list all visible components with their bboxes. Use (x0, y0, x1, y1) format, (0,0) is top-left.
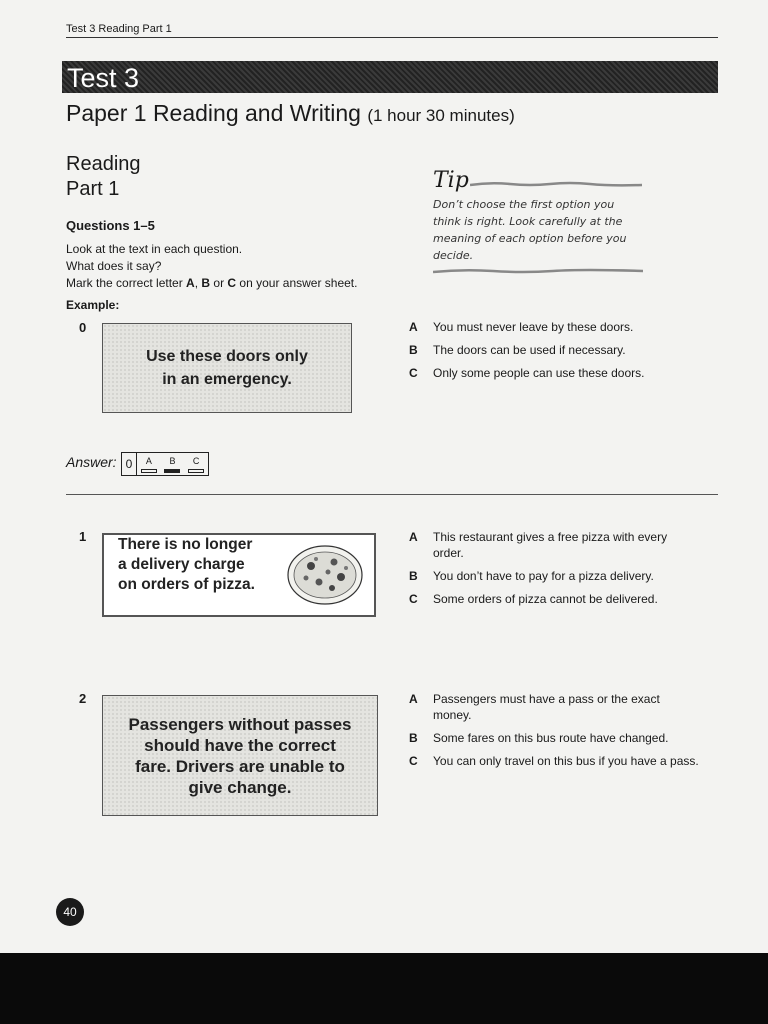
bus-sign (102, 695, 378, 816)
scan-bottom-edge (0, 953, 768, 1024)
answer-bubble (188, 469, 204, 473)
questions-heading: Questions 1–5 (66, 218, 155, 233)
instruction-letter-c: C (227, 276, 237, 290)
section-part: Part 1 (66, 178, 120, 200)
option-a (409, 529, 699, 561)
example-sign (102, 323, 352, 413)
option-text: You must never leave by these doors. (433, 320, 634, 334)
option-c (409, 591, 699, 607)
instruction-line-1: Look at the text in each question. (66, 242, 243, 256)
answer-choices (137, 453, 208, 475)
option-text: You don’t have to pay for a pizza delivery. (433, 569, 654, 583)
option-letter: B (409, 731, 418, 745)
tip-squiggle-top (470, 181, 642, 187)
option-b (409, 342, 699, 358)
choice-letter: A (145, 456, 152, 466)
option-c (409, 365, 699, 381)
option-a (409, 319, 699, 335)
sign-line: Use these doors only (146, 348, 308, 365)
option-c (409, 753, 699, 769)
instruction-letter-a: A (186, 276, 195, 290)
answer-number: 0 (122, 453, 137, 475)
header-rule (66, 37, 718, 38)
paper-title (66, 100, 515, 127)
instruction-letter-b: B (201, 276, 211, 290)
sign-line: give change. (188, 777, 292, 797)
paper-duration: (1 hour 30 minutes) (367, 106, 515, 125)
option-b (409, 568, 699, 584)
answer-choice-a (141, 456, 157, 475)
option-text: Some fares on this bus route have changed. (433, 731, 669, 745)
running-head: Test 3 Reading Part 1 (66, 23, 172, 35)
paper-name: Paper 1 Reading and Writing (66, 100, 361, 126)
sign-line: should have the correct (144, 735, 336, 755)
option-letter: B (409, 343, 418, 357)
option-letter: A (409, 692, 418, 706)
option-letter: B (409, 569, 418, 583)
answer-grid (121, 452, 209, 476)
option-text: The doors can be used if necessary. (433, 343, 626, 357)
option-text: This restaurant gives a free pizza with every order. (433, 530, 668, 560)
instructions (66, 241, 357, 292)
option-letter: C (409, 754, 418, 768)
instruction-comma: , (194, 276, 202, 290)
option-text: You can only travel on this bus if you have a pass. (433, 754, 699, 768)
tip-squiggle-bottom (433, 268, 643, 274)
choice-letter: B (169, 456, 176, 466)
choice-letter: C (192, 456, 200, 466)
tip-title: Tip (433, 168, 469, 193)
sign-line: a delivery charge (118, 556, 245, 573)
section-heading (66, 152, 141, 202)
tip-text: Don’t choose the first option you think is right. Look carefully at the meaning of each option before you decide. (433, 198, 627, 262)
option-text: Only some people can use these doors. (433, 366, 645, 380)
answer-label: Answer: (66, 454, 117, 470)
option-a (409, 691, 699, 723)
answer-choice-b (164, 456, 180, 475)
option-text: Some orders of pizza cannot be delivered. (433, 592, 658, 606)
instruction-or: or (210, 276, 228, 290)
option-text: Passengers must have a pass or the exact money. (433, 692, 660, 722)
instruction-tail: on your answer sheet. (236, 276, 358, 290)
sign-line: There is no longer (118, 536, 253, 553)
page-number: 40 (56, 898, 84, 926)
instruction-line-3 (66, 275, 357, 292)
section-divider (66, 494, 718, 495)
answer-bubble-selected (164, 469, 180, 473)
question-number-0: 0 (79, 320, 87, 335)
sign-line: fare. Drivers are unable to (135, 756, 345, 776)
instruction-text: Mark the correct letter (66, 276, 187, 290)
answer-choice-c (188, 456, 204, 475)
sign-line: in an emergency. (162, 371, 292, 388)
section-name: Reading (66, 153, 141, 175)
option-letter: C (409, 366, 418, 380)
answer-bubble (141, 469, 157, 473)
instruction-line-2: What does it say? (66, 259, 162, 273)
options-question-0 (409, 319, 699, 388)
option-b (409, 730, 699, 746)
question-number-2: 2 (79, 691, 87, 706)
option-letter: A (409, 320, 418, 334)
sign-line: on orders of pizza. (118, 576, 255, 593)
test-banner: Test 3 (62, 61, 718, 93)
options-question-1 (409, 529, 699, 614)
options-question-2 (409, 691, 699, 776)
pizza-illustration (286, 544, 364, 606)
sign-line: Passengers without passes (128, 714, 352, 734)
option-letter: A (409, 530, 418, 544)
example-label: Example: (66, 298, 120, 312)
question-number-1: 1 (79, 529, 87, 544)
option-letter: C (409, 592, 418, 606)
